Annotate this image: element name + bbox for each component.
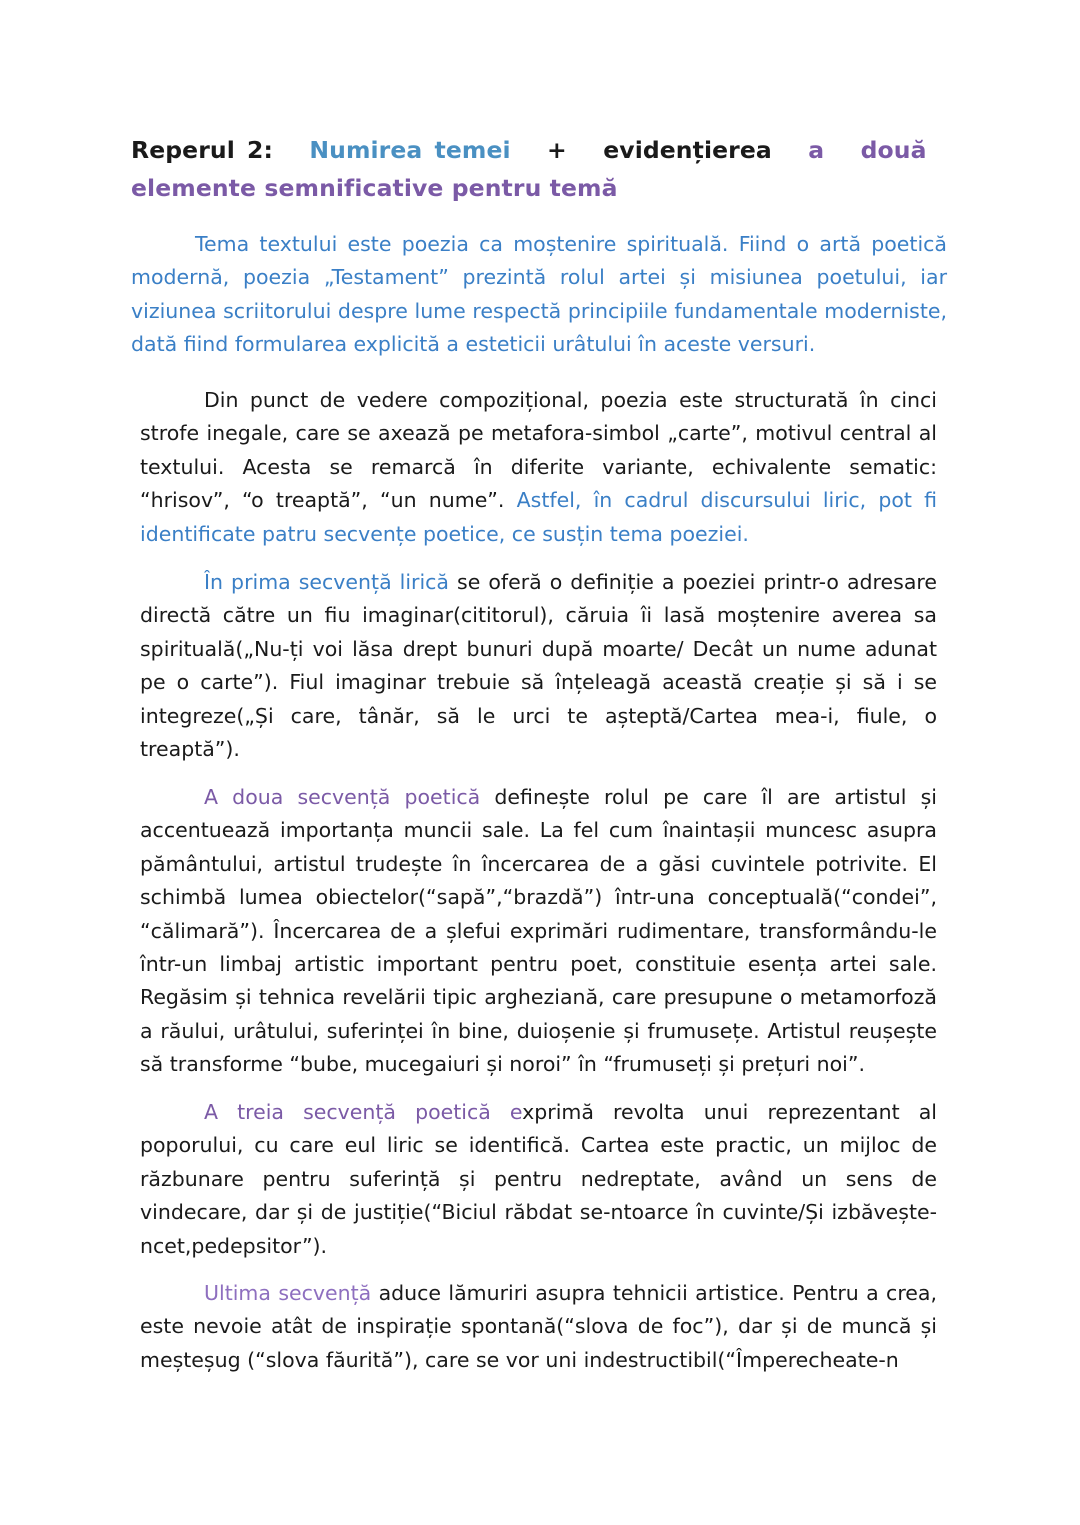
third-sequence-label: A treia secvență poetică e	[204, 1100, 523, 1124]
paragraph-composition-text: Din punct de vedere compozițional, poezia este structurată în cinci strofe inegale, care se axează pe metafora-simbol „carte”, motivul central al textului. Acesta se remarcă în diferite variante, echivalente sematic: “hrisov”, “o treaptă”, “un nume”.	[140, 388, 937, 513]
heading-reper-label: Reperul 2:	[131, 136, 273, 164]
paragraph-theme	[131, 228, 947, 362]
heading-doua: două	[860, 136, 927, 164]
second-sequence-label: A doua secvență poetică	[204, 785, 481, 809]
heading-a: a	[808, 136, 825, 164]
section-heading	[131, 131, 947, 207]
heading-plus: +	[547, 136, 567, 164]
paragraph-composition	[140, 384, 937, 551]
paragraph-composition-highlight: Astfel, în cadrul discursului liric, pot fi identificate patru secvențe poetice, ce susțin tema poeziei.	[140, 488, 937, 546]
heading-elemente: elemente	[131, 174, 257, 202]
heading-rest: semnificative pentru temă	[264, 174, 618, 202]
paragraph-second-sequence	[140, 781, 937, 1082]
first-sequence-text: se oferă o definiție a poeziei printr-o adresare directă către un fiu imaginar(cititorul), căruia îi lasă moștenire averea sa spirituală(„Nu-ți voi lăsa drept bunuri după moarte/ Decât un nume adunat pe o carte”). Fiul imaginar trebuie să înțeleagă această creație și să i se integreze(„Și care, tânăr, să le urci te așteptă/Cartea mea-i, fiule, o treaptă”).	[140, 570, 937, 762]
first-sequence-label: În prima secvență lirică	[204, 570, 449, 594]
paragraph-last-sequence	[140, 1277, 937, 1377]
last-sequence-label: Ultima secvență	[204, 1281, 372, 1305]
last-sequence-text: aduce lămuriri asupra tehnicii artistice. Pentru a crea, este nevoie atât de inspirație spontană(“slova de foc”), dar și de muncă și meșteșug (“slova făurită”), care se vor uni indestructibil(“Împerecheate-n	[140, 1281, 937, 1372]
third-sequence-text: xprimă revolta unui reprezentant al poporului, cu care eul liric se identifică. Cartea este practic, un mijloc de răzbunare pentru suferință și pentru nedreptate, având un sens de vindecare, dar și de justiție(“Biciul răbdat se-ntoarce în cuvinte/Și izbăvește-ncet,pedepsitor”).	[140, 1100, 937, 1258]
paragraph-theme-text: Tema textului este poezia ca moștenire spirituală. Fiind o artă poetică modernă, poezia „Testament” prezintă rolul artei și misiunea poetului, iar viziunea scriitorului despre lume respectă principiile fundamentale moderniste, dată fiind formularea explicită a esteticii urâtului în aceste versuri.	[131, 232, 947, 357]
paragraph-first-sequence	[140, 566, 937, 766]
heading-evidentierea: evidențierea	[603, 136, 772, 164]
second-sequence-text: definește rolul pe care îl are artistul și accentuează importanța muncii sale. La fel cum înaintașii muncesc asupra pământului, artistul trudește în încercarea de a găsi cuvintele potrivite. El schimbă lumea obiectelor(“sapă”,“brazdă”) într-una conceptuală(“condei”, “călimară”). Încercarea de a șlefui exprimări rudimentare, transformându-le într-un limbaj artistic important pentru poet, constituie esența artei sale. Regăsim și tehnica revelării tipic argheziană, care presupune o metamorfoză a răului, urâtului, suferinței în bine, duioșenie și frumusețe. Artistul reușește să transforme “bube, mucegaiuri și noroi” în “frumuseți și prețuri noi”.	[140, 785, 937, 1077]
heading-numirea: Numirea temei	[309, 136, 511, 164]
paragraph-third-sequence	[140, 1096, 937, 1263]
